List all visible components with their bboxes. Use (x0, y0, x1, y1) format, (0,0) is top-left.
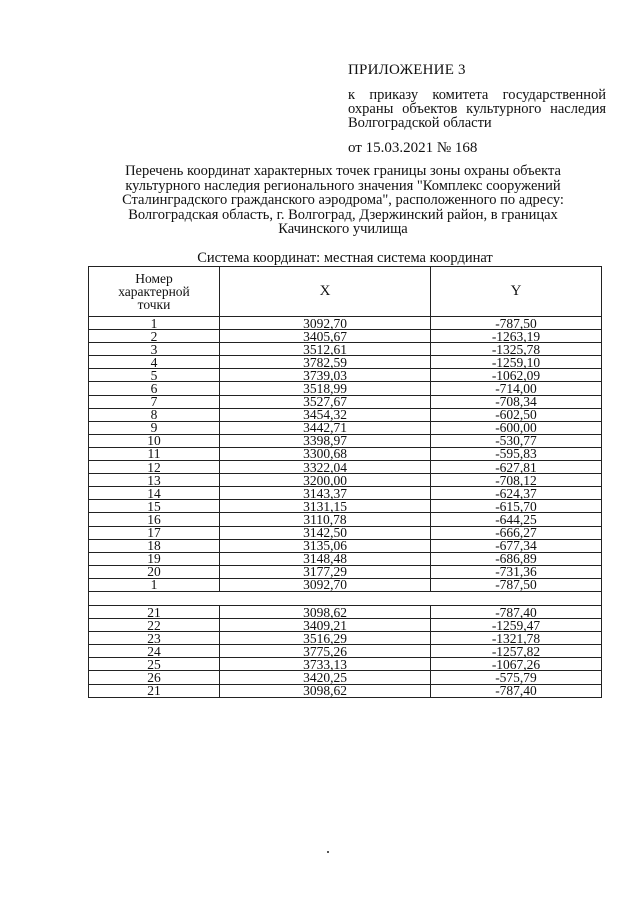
section-separator-cell (89, 591, 602, 605)
x-cell: 3143,37 (220, 487, 431, 500)
y-cell: -708,34 (431, 395, 602, 408)
table-row (89, 565, 602, 578)
table-row (89, 395, 602, 408)
x-cell: 3300,68 (220, 447, 431, 460)
table-row (89, 552, 602, 565)
x-cell: 3409,21 (220, 619, 431, 632)
point-number-cell: 2 (89, 330, 220, 343)
y-cell: -677,34 (431, 539, 602, 552)
y-cell: -787,40 (431, 684, 602, 697)
point-number-cell: 6 (89, 382, 220, 395)
y-cell: -1062,09 (431, 369, 602, 382)
x-cell: 3148,48 (220, 552, 431, 565)
point-number-cell: 24 (89, 645, 220, 658)
point-number-cell: 25 (89, 658, 220, 671)
point-number-cell: 21 (89, 605, 220, 618)
appendix-title: ПРИЛОЖЕНИЕ 3 (348, 62, 466, 78)
point-number-cell: 15 (89, 500, 220, 513)
y-cell: -615,70 (431, 500, 602, 513)
table-row (89, 671, 602, 684)
list-title-line: Качинского училища (278, 221, 408, 238)
y-header: Y (431, 267, 602, 317)
point-number-cell: 17 (89, 526, 220, 539)
x-cell: 3110,78 (220, 513, 431, 526)
section-separator-row (89, 591, 602, 605)
point-number-cell: 20 (89, 565, 220, 578)
y-cell: -666,27 (431, 526, 602, 539)
x-cell: 3092,70 (220, 578, 431, 591)
order-reference (348, 88, 606, 130)
table-row (89, 447, 602, 460)
x-cell: 3775,26 (220, 645, 431, 658)
table-row (89, 684, 602, 697)
table-row (89, 539, 602, 552)
point-number-cell: 21 (89, 684, 220, 697)
x-cell: 3098,62 (220, 605, 431, 618)
coordinates-table (88, 266, 602, 698)
x-cell: 3322,04 (220, 461, 431, 474)
point-number-cell: 14 (89, 487, 220, 500)
table-row (89, 605, 602, 618)
y-cell: -686,89 (431, 552, 602, 565)
y-cell: -575,79 (431, 671, 602, 684)
y-cell: -787,50 (431, 317, 602, 330)
y-cell: -644,25 (431, 513, 602, 526)
table-row (89, 513, 602, 526)
table-row (89, 461, 602, 474)
list-title-line: культурного наследия регионального значения "Комплекс сооружений (125, 177, 561, 194)
list-title (100, 164, 586, 237)
point-header-line: характерной (118, 284, 190, 299)
table-row (89, 578, 602, 591)
y-cell: -787,50 (431, 578, 602, 591)
table-row (89, 526, 602, 539)
table-row (89, 343, 602, 356)
point-number-cell: 8 (89, 408, 220, 421)
point-number-cell: 19 (89, 552, 220, 565)
y-cell: -1263,19 (431, 330, 602, 343)
x-cell: 3782,59 (220, 356, 431, 369)
y-cell: -1321,78 (431, 632, 602, 645)
table-row (89, 408, 602, 421)
table-row (89, 500, 602, 513)
y-cell: -708,12 (431, 474, 602, 487)
point-number-cell: 7 (89, 395, 220, 408)
point-header-line: точки (137, 297, 171, 312)
y-cell: -624,37 (431, 487, 602, 500)
y-cell: -714,00 (431, 382, 602, 395)
y-cell: -595,83 (431, 447, 602, 460)
point-number-cell: 1 (89, 578, 220, 591)
x-cell: 3092,70 (220, 317, 431, 330)
y-cell: -602,50 (431, 408, 602, 421)
point-header-line: Номер (135, 271, 173, 286)
x-cell: 3442,71 (220, 421, 431, 434)
x-cell: 3512,61 (220, 343, 431, 356)
point-number-cell: 3 (89, 343, 220, 356)
point-number-cell: 22 (89, 619, 220, 632)
x-cell: 3142,50 (220, 526, 431, 539)
x-cell: 3420,25 (220, 671, 431, 684)
table-header-row (89, 267, 602, 317)
table-row (89, 474, 602, 487)
y-cell: -1325,78 (431, 343, 602, 356)
table-row (89, 369, 602, 382)
point-number-cell: 9 (89, 421, 220, 434)
point-number-cell: 16 (89, 513, 220, 526)
y-cell: -787,40 (431, 605, 602, 618)
x-cell: 3177,29 (220, 565, 431, 578)
table-row (89, 421, 602, 434)
list-title-line: Сталинградского гражданского аэродрома", расположенного по адресу: (122, 192, 564, 209)
list-title-line: Перечень координат характерных точек границы зоны охраны объекта (125, 163, 561, 179)
point-number-cell: 1 (89, 317, 220, 330)
x-cell: 3733,13 (220, 658, 431, 671)
y-cell: -731,36 (431, 565, 602, 578)
x-cell: 3527,67 (220, 395, 431, 408)
x-header: X (220, 267, 431, 317)
table-row (89, 382, 602, 395)
table-row (89, 317, 602, 330)
x-cell: 3098,62 (220, 684, 431, 697)
point-number-cell: 5 (89, 369, 220, 382)
table-row (89, 658, 602, 671)
x-cell: 3131,15 (220, 500, 431, 513)
point-number-cell: 26 (89, 671, 220, 684)
point-number-cell: 13 (89, 474, 220, 487)
table-row (89, 434, 602, 447)
x-cell: 3200,00 (220, 474, 431, 487)
order-date: от 15.03.2021 № 168 (348, 140, 478, 156)
order-reference-line: Волгоградской области (348, 115, 492, 131)
table-row (89, 487, 602, 500)
point-number-cell: 12 (89, 461, 220, 474)
table-row (89, 619, 602, 632)
x-cell: 3516,29 (220, 632, 431, 645)
point-number-header (89, 267, 220, 317)
x-cell: 3739,03 (220, 369, 431, 382)
table-row (89, 632, 602, 645)
point-number-cell: 23 (89, 632, 220, 645)
point-number-cell: 10 (89, 434, 220, 447)
scan-speck (327, 851, 329, 853)
y-cell: -600,00 (431, 421, 602, 434)
y-cell: -1257,82 (431, 645, 602, 658)
order-reference-line: охраны объектов культурного наследия (348, 101, 606, 117)
table-row (89, 356, 602, 369)
y-cell: -530,77 (431, 434, 602, 447)
x-cell: 3405,67 (220, 330, 431, 343)
y-cell: -1259,47 (431, 619, 602, 632)
coordinates-table-body (89, 317, 602, 698)
y-cell: -1067,26 (431, 658, 602, 671)
table-row (89, 330, 602, 343)
x-cell: 3518,99 (220, 382, 431, 395)
point-number-cell: 11 (89, 447, 220, 460)
point-number-cell: 4 (89, 356, 220, 369)
y-cell: -627,81 (431, 461, 602, 474)
x-cell: 3135,06 (220, 539, 431, 552)
x-cell: 3454,32 (220, 408, 431, 421)
table-row (89, 645, 602, 658)
y-cell: -1259,10 (431, 356, 602, 369)
coordinate-system-caption: Система координат: местная система координат (197, 250, 493, 266)
point-number-cell: 18 (89, 539, 220, 552)
order-reference-line: к приказу комитета государственной (348, 87, 606, 103)
x-cell: 3398,97 (220, 434, 431, 447)
list-title-line: Волгоградская область, г. Волгоград, Дзержинский район, в границах (128, 206, 558, 223)
